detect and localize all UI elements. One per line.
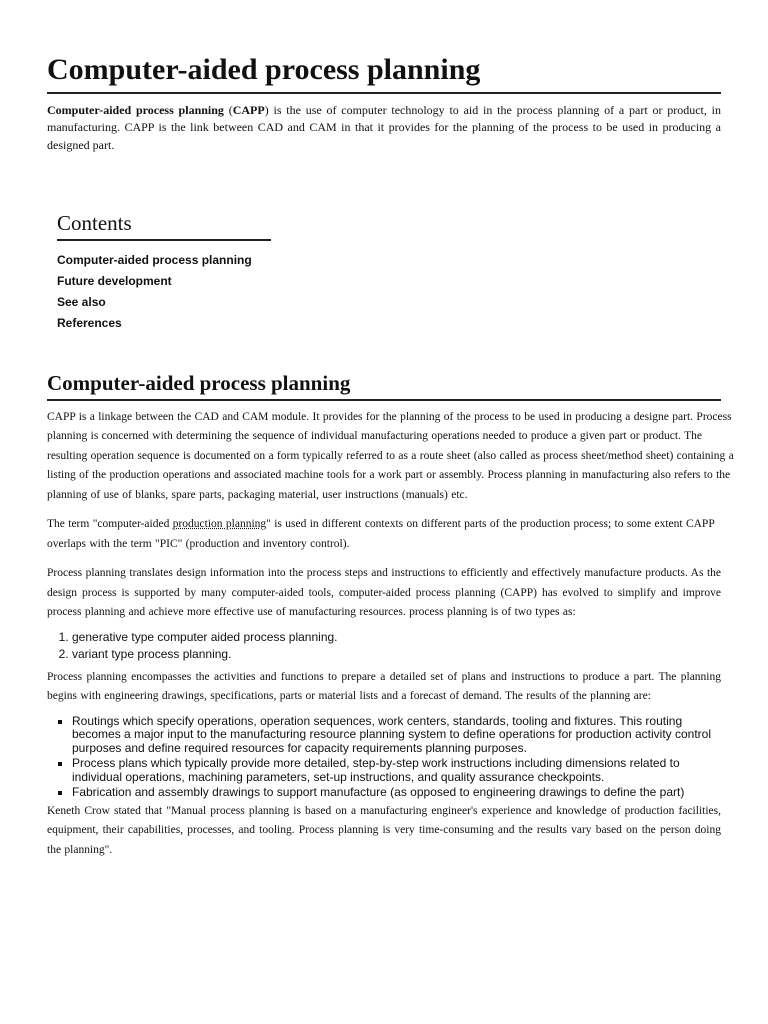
list-item: ▪ Routings which specify operations, operation sequences, work centers, standards, tooling and fixtures. This routing becomes a major input to the manufacturing resource planning system to define operations for production activity control purposes and define required resources for capacity requirements planning purposes. <box>72 715 721 756</box>
p2-before: The term "computer-aided <box>47 518 173 531</box>
list-item: 2. variant type process planning. <box>72 646 721 663</box>
planning-types-list <box>47 629 721 663</box>
production-planning-link[interactable]: production planning <box>172 518 267 531</box>
toc-item-references[interactable]: References <box>57 315 122 330</box>
section-paragraph-3: Process planning translates design information into the process steps and instructions to efficiently and effectively manufacture products. As the design process is supported by many computer-aided tools, computer-aided process planning (CAPP) has evolved to simplify and improve process planning and achieve more effective use of manufacturing resources. process planning is of two types as: <box>47 567 721 619</box>
list-item: 1. generative type computer aided process planning. <box>72 629 721 646</box>
section-paragraph-1: CAPP is a linkage between the CAD and CAM module. It provides for the planning of the process to be used in producing a designe part. Process planning is concerned with determining the sequence of individual manufacturing operations needed to produce a given part or product. The resulting operation sequence is documented on a form typically referred to as a route sheet (also called as process sheet/method sheet) containing a listing of the production operations and associated machine tools for a work part or assembly. Process planning in manufacturing also refers to the planning of use of blanks, spare parts, packaging material, user instructions (manuals) etc. <box>47 410 734 501</box>
section-paragraph-5: Keneth Crow stated that "Manual process planning is based on a manufacturing engineer's experience and knowledge of production facilities, equipment, their capabilities, processes, and tooling. Process planning is very time-consuming and the results vary based on the person doing the planning". <box>47 804 721 856</box>
lead-paragraph <box>47 102 721 154</box>
planning-results-list <box>47 715 721 800</box>
lead-open: ( <box>223 103 233 117</box>
toc-list <box>57 250 271 334</box>
section-paragraph-2 <box>47 515 721 554</box>
toc-item-capp[interactable]: Computer-aided process planning <box>57 252 252 267</box>
section-paragraph-4: Process planning encompasses the activities and functions to prepare a detailed set of plans and instructions to produce a part. The planning begins with engineering drawings, specifications, parts or material lists and a forecast of demand. The results of the planning are: <box>47 670 721 703</box>
article <box>47 0 734 860</box>
table-of-contents <box>57 210 271 334</box>
toc-title: Contents <box>57 210 271 241</box>
list-item: ▪ Fabrication and assembly drawings to support manufacture (as opposed to engineering drawings to define the part) <box>72 786 721 800</box>
toc-item-future-development[interactable]: Future development <box>57 273 172 288</box>
list-item: ▪ Process plans which typically provide more detailed, step-by-step work instructions including dimensions related to individual operations, machining parameters, set-up instructions, and quality assurance checkpoints. <box>72 757 721 784</box>
page-title: Computer-aided process planning <box>47 52 721 94</box>
toc-item-see-also[interactable]: See also <box>57 294 106 309</box>
section-heading: Computer-aided process planning <box>47 370 721 401</box>
lead-rest: ) is the use of computer technology to aid in the process planning of a part or product, in manufacturing. CAPP is the link between CAD and CAM in that it provides for the planning of the process to be used in producing a designed part. <box>47 103 721 152</box>
p2-after: " is used in different contexts on different parts of the production process; to some extent CAPP overlaps with the term "PIC" (production and inventory control). <box>47 518 715 550</box>
lead-bold-term: Computer-aided process planning <box>47 103 224 117</box>
lead-abbr: CAPP <box>232 103 265 117</box>
